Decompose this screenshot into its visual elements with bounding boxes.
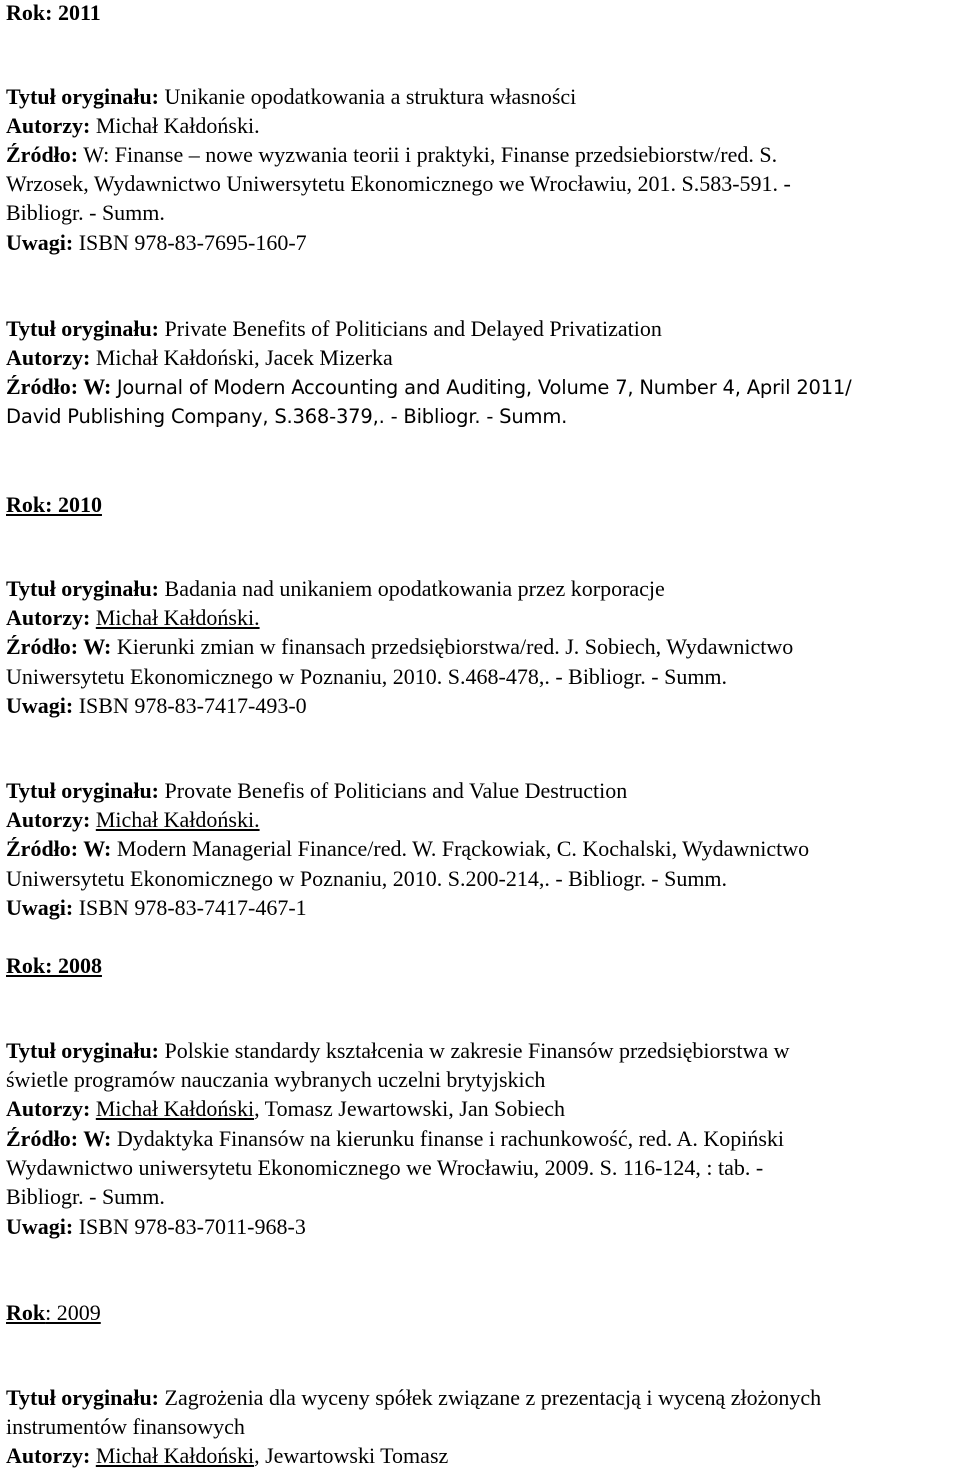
entry-source-cont: Uniwersytetu Ekonomicznego w Poznaniu, 2010. S.468-478,. - Bibliogr. - Summ. <box>6 664 728 689</box>
entry-title: Tytuł oryginału: Polskie standardy kształcenia w zakresie Finansów przedsiębiorstwa w <box>6 1038 790 1063</box>
year-heading-2010: Rok: 2010 <box>6 492 102 517</box>
entry-title-cont: świetle programów nauczania wybranych uczelni brytyjskich <box>6 1067 546 1092</box>
entry-authors: Autorzy: Michał Kałdoński. <box>6 113 260 138</box>
entry-source: Źródło: W: Finanse – nowe wyzwania teorii i praktyki, Finanse przedsiebiorstw/red. S. <box>6 142 778 167</box>
year-heading-2009: Rok: 2009 <box>6 1300 101 1325</box>
entry-authors: Autorzy: Michał Kałdoński. <box>6 807 260 832</box>
entry-title: Tytuł oryginału: Private Benefits of Politicians and Delayed Privatization <box>6 316 662 341</box>
entry-source: Źródło: W: Journal of Modern Accounting and Auditing, Volume 7, Number 4, April 2011/ <box>6 374 852 399</box>
entry-source-cont: Bibliogr. - Summ. <box>6 200 165 225</box>
entry-title: Tytuł oryginału: Zagrożenia dla wyceny spółek związane z prezentacją i wyceną złożonych <box>6 1385 822 1410</box>
entry-authors: Autorzy: Michał Kałdoński. <box>6 605 260 630</box>
entry-source-cont: Bibliogr. - Summ. <box>6 1184 165 1209</box>
entry-source-cont: Uniwersytetu Ekonomicznego w Poznaniu, 2010. S.200-214,. - Bibliogr. - Summ. <box>6 866 728 891</box>
year-heading-2011: Rok: 2011 <box>6 0 101 25</box>
entry-source: Źródło: W: Dydaktyka Finansów na kierunku finanse i rachunkowość, red. A. Kopiński <box>6 1126 785 1151</box>
entry-source-cont: Wrzosek, Wydawnictwo Uniwersytetu Ekonomicznego we Wrocławiu, 201. S.583-591. - <box>6 171 791 196</box>
entry-notes: Uwagi: ISBN 978-83-7011-968-3 <box>6 1214 306 1239</box>
entry-source: Źródło: W: Kierunki zmian w finansach przedsiębiorstwa/red. J. Sobiech, Wydawnictwo <box>6 634 794 659</box>
entry-title: Tytuł oryginału: Provate Benefis of Politicians and Value Destruction <box>6 778 628 803</box>
entry-source: Źródło: W: Modern Managerial Finance/red. W. Frąckowiak, C. Kochalski, Wydawnictwo <box>6 836 810 861</box>
entry-source-cont: David Publishing Company, S.368-379,. - Bibliogr. - Summ. <box>6 405 568 428</box>
entry-title-cont: instrumentów finansowych <box>6 1414 245 1439</box>
entry-title: Tytuł oryginału: Unikanie opodatkowania a struktura własności <box>6 84 577 109</box>
entry-notes: Uwagi: ISBN 978-83-7695-160-7 <box>6 230 307 255</box>
entry-authors: Autorzy: Michał Kałdoński, Tomasz Jewartowski, Jan Sobiech <box>6 1096 565 1121</box>
entry-notes: Uwagi: ISBN 978-83-7417-467-1 <box>6 895 307 920</box>
entry-source-cont: Wydawnictwo uniwersytetu Ekonomicznego we Wrocławiu, 2009. S. 116-124, : tab. - <box>6 1155 764 1180</box>
entry-notes: Uwagi: ISBN 978-83-7417-493-0 <box>6 693 307 718</box>
entry-title: Tytuł oryginału: Badania nad unikaniem opodatkowania przez korporacje <box>6 576 665 601</box>
entry-authors: Autorzy: Michał Kałdoński, Jacek Mizerka <box>6 345 393 370</box>
year-heading-2008: Rok: 2008 <box>6 953 102 978</box>
entry-authors: Autorzy: Michał Kałdoński, Jewartowski Tomasz <box>6 1443 449 1468</box>
